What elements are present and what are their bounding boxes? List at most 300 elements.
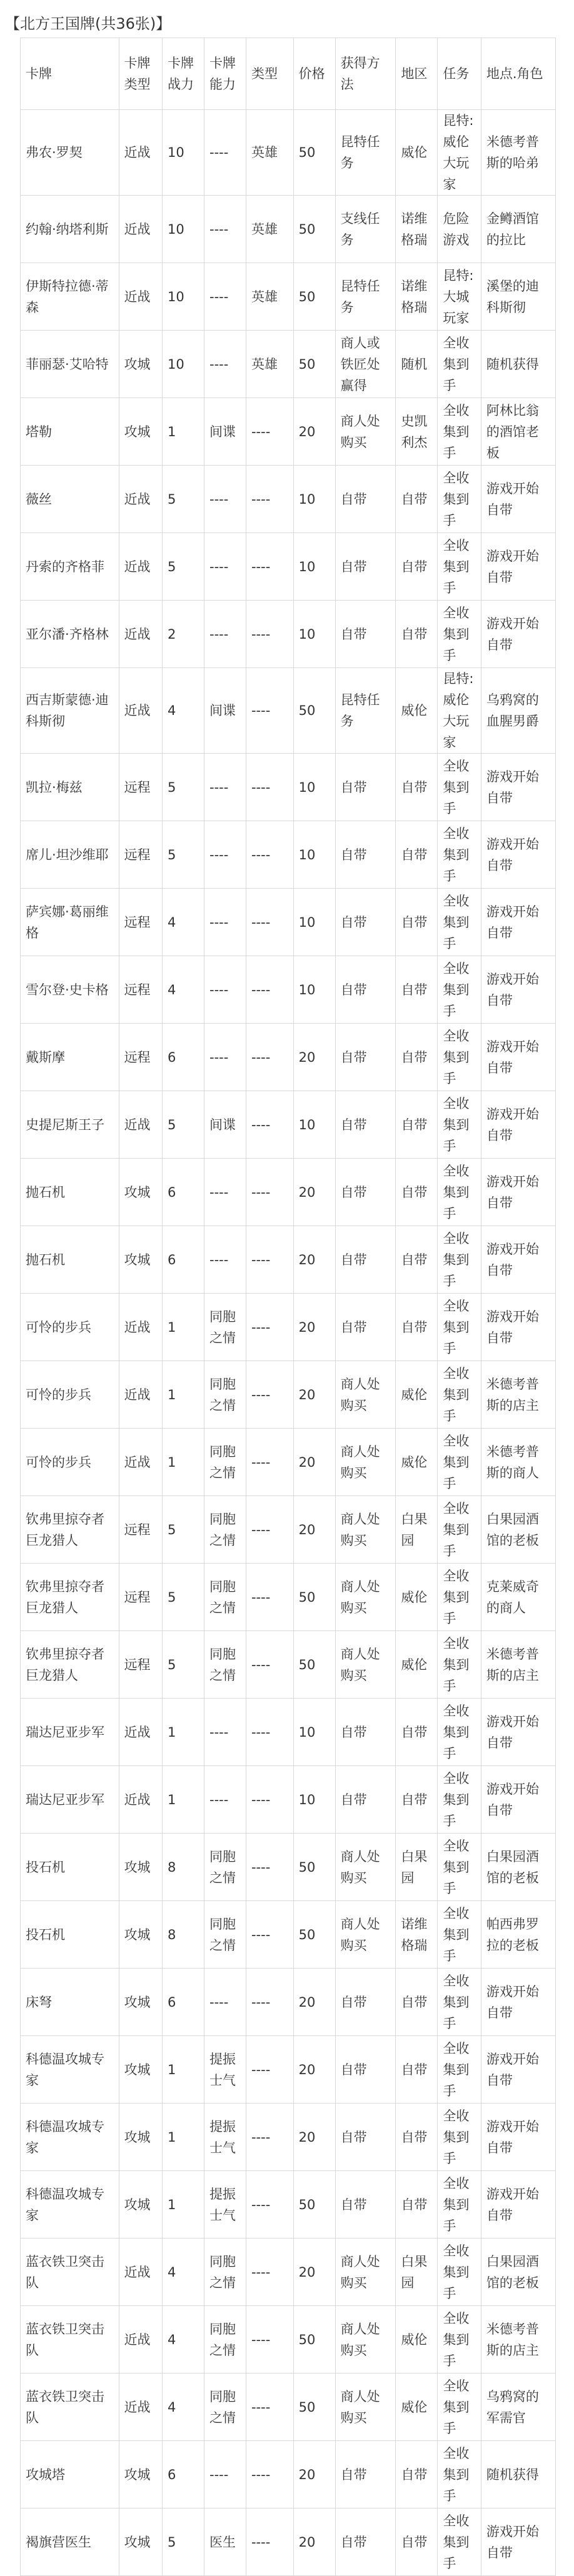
cell-card-ability: ----: [204, 196, 246, 263]
cell-category: ----: [246, 2171, 293, 2239]
cell-location-character: 游戏开始自带: [481, 2509, 555, 2576]
cell-card-power: 6: [163, 1226, 204, 1294]
cell-quest: 全收集到手: [438, 1361, 481, 1429]
cell-acquisition: 商人处购买: [335, 1361, 396, 1429]
cell-card-type: 攻城: [119, 1159, 162, 1226]
cell-price: 20: [293, 1294, 335, 1361]
cell-location-character: 游戏开始自带: [481, 1699, 555, 1766]
cell-category: ----: [246, 2104, 293, 2171]
cell-card-type: 近战: [119, 1294, 162, 1361]
cell-category: ----: [246, 466, 293, 533]
cell-card-ability: 同胞之情: [204, 1564, 246, 1631]
cell-category: ----: [246, 1564, 293, 1631]
cell-region: 威伦: [396, 1631, 438, 1699]
cell-acquisition: 自带: [335, 956, 396, 1024]
cell-price: 50: [293, 196, 335, 263]
cell-location-character: 乌鸦窝的军需官: [481, 2374, 555, 2441]
cell-card-type: 近战: [119, 1699, 162, 1766]
cell-price: 20: [293, 2441, 335, 2509]
cell-card-name: 菲丽瑟·艾哈特: [21, 331, 119, 398]
table-row: [21, 2171, 556, 2239]
cell-acquisition: 商人处购买: [335, 1429, 396, 1496]
cell-card-name: 抛石机: [21, 1159, 119, 1226]
cell-region: 自带: [396, 1159, 438, 1226]
cell-card-ability: 同胞之情: [204, 1429, 246, 1496]
cell-price: 10: [293, 1091, 335, 1159]
cell-card-ability: 同胞之情: [204, 1834, 246, 1901]
cell-card-name: 西吉斯蒙德·迪科斯彻: [21, 668, 119, 754]
cell-card-ability: 同胞之情: [204, 1496, 246, 1564]
cell-category: ----: [246, 2509, 293, 2576]
cell-price: 10: [293, 466, 335, 533]
cell-card-ability: 医生: [204, 2509, 246, 2576]
cell-region: 自带: [396, 1699, 438, 1766]
cell-price: 20: [293, 2104, 335, 2171]
cell-region: 白果园: [396, 1834, 438, 1901]
cell-quest: 昆特:威伦大玩家: [438, 668, 481, 754]
cell-card-ability: ----: [204, 110, 246, 196]
cell-card-name: 雪尔登·史卡格: [21, 956, 119, 1024]
cell-price: 20: [293, 2239, 335, 2306]
cell-card-type: 远程: [119, 1496, 162, 1564]
cell-region: 自带: [396, 533, 438, 601]
cell-card-power: 5: [163, 1496, 204, 1564]
cell-card-ability: 同胞之情: [204, 1361, 246, 1429]
cell-location-character: 白果园酒馆的老板: [481, 2239, 555, 2306]
cell-location-character: 游戏开始自带: [481, 2036, 555, 2104]
cell-card-power: 1: [163, 1429, 204, 1496]
cell-card-power: 4: [163, 2374, 204, 2441]
cell-price: 20: [293, 1024, 335, 1091]
cell-category: 英雄: [246, 263, 293, 331]
cell-quest: 全收集到手: [438, 1564, 481, 1631]
cell-quest: 全收集到手: [438, 2374, 481, 2441]
cell-quest: 全收集到手: [438, 2171, 481, 2239]
cell-price: 50: [293, 2171, 335, 2239]
cell-card-name: 弗农·罗契: [21, 110, 119, 196]
cell-region: 诺维格瑞: [396, 196, 438, 263]
table-row: [21, 1564, 556, 1631]
cell-category: ----: [246, 754, 293, 821]
cell-card-power: 6: [163, 1969, 204, 2036]
table-row: [21, 1496, 556, 1564]
cell-card-name: 攻城塔: [21, 2441, 119, 2509]
cell-quest: 全收集到手: [438, 2441, 481, 2509]
cell-quest: 昆特:威伦大玩家: [438, 110, 481, 196]
cell-card-type: 近战: [119, 1429, 162, 1496]
cell-price: 10: [293, 956, 335, 1024]
table-body: [21, 110, 556, 2576]
table-row: [21, 1361, 556, 1429]
cell-acquisition: 商人处购买: [335, 398, 396, 466]
cell-card-type: 近战: [119, 601, 162, 668]
cell-quest: 全收集到手: [438, 2306, 481, 2374]
cell-card-name: 史提尼斯王子: [21, 1091, 119, 1159]
cell-card-type: 远程: [119, 956, 162, 1024]
cell-quest: 全收集到手: [438, 398, 481, 466]
cell-category: ----: [246, 601, 293, 668]
cell-quest: 全收集到手: [438, 956, 481, 1024]
cell-price: 50: [293, 1631, 335, 1699]
cell-acquisition: 自带: [335, 2036, 396, 2104]
cell-card-power: 1: [163, 2104, 204, 2171]
cell-card-type: 攻城: [119, 2441, 162, 2509]
cell-card-name: 戴斯摩: [21, 1024, 119, 1091]
cell-price: 10: [293, 754, 335, 821]
cell-card-power: 4: [163, 2306, 204, 2374]
cell-card-name: 亚尔潘·齐格林: [21, 601, 119, 668]
table-row: [21, 1429, 556, 1496]
cell-card-ability: 同胞之情: [204, 2239, 246, 2306]
cell-card-ability: ----: [204, 1766, 246, 1834]
cell-acquisition: 自带: [335, 2441, 396, 2509]
cell-region: 白果园: [396, 2239, 438, 2306]
cell-region: 威伦: [396, 2374, 438, 2441]
cell-quest: 全收集到手: [438, 1226, 481, 1294]
cell-region: 威伦: [396, 110, 438, 196]
cell-category: ----: [246, 1766, 293, 1834]
cell-card-name: 投石机: [21, 1834, 119, 1901]
cell-card-power: 4: [163, 668, 204, 754]
cell-card-type: 近战: [119, 2374, 162, 2441]
cell-quest: 全收集到手: [438, 754, 481, 821]
header-location-character: 地点.角色: [481, 38, 555, 110]
cell-category: ----: [246, 1969, 293, 2036]
table-row: [21, 1159, 556, 1226]
cell-card-type: 攻城: [119, 1226, 162, 1294]
table-row: [21, 668, 556, 754]
cell-acquisition: 支线任务: [335, 196, 396, 263]
cell-region: 威伦: [396, 1429, 438, 1496]
cell-card-type: 攻城: [119, 2171, 162, 2239]
cell-category: ----: [246, 1631, 293, 1699]
cell-card-type: 近战: [119, 263, 162, 331]
cell-region: 自带: [396, 1226, 438, 1294]
cell-acquisition: 自带: [335, 2104, 396, 2171]
table-row: [21, 263, 556, 331]
cell-card-power: 10: [163, 263, 204, 331]
table-row: [21, 2036, 556, 2104]
cell-card-type: 近战: [119, 1766, 162, 1834]
cell-card-power: 1: [163, 1294, 204, 1361]
cell-card-ability: ----: [204, 1226, 246, 1294]
cell-region: 自带: [396, 956, 438, 1024]
cell-acquisition: 商人处购买: [335, 2239, 396, 2306]
cell-acquisition: 商人处购买: [335, 1901, 396, 1969]
cell-acquisition: 商人处购买: [335, 1496, 396, 1564]
card-table: [20, 37, 556, 2576]
cell-card-name: 可怜的步兵: [21, 1294, 119, 1361]
cell-acquisition: 自带: [335, 1766, 396, 1834]
cell-quest: 危险游戏: [438, 196, 481, 263]
cell-card-name: 钦弗里掠夺者巨龙猎人: [21, 1631, 119, 1699]
table-header: [21, 38, 556, 110]
cell-card-power: 6: [163, 1024, 204, 1091]
cell-category: ----: [246, 1496, 293, 1564]
cell-category: ----: [246, 1901, 293, 1969]
cell-price: 10: [293, 889, 335, 956]
cell-region: 威伦: [396, 1564, 438, 1631]
cell-acquisition: 自带: [335, 533, 396, 601]
table-row: [21, 956, 556, 1024]
cell-card-power: 5: [163, 1631, 204, 1699]
cell-card-type: 近战: [119, 2306, 162, 2374]
cell-card-type: 攻城: [119, 1969, 162, 2036]
cell-card-name: 钦弗里掠夺者巨龙猎人: [21, 1564, 119, 1631]
cell-price: 10: [293, 601, 335, 668]
table-row: [21, 1834, 556, 1901]
cell-card-type: 攻城: [119, 2104, 162, 2171]
cell-card-name: 蓝衣铁卫突击队: [21, 2239, 119, 2306]
cell-card-type: 攻城: [119, 2036, 162, 2104]
cell-card-ability: ----: [204, 754, 246, 821]
cell-location-character: 游戏开始自带: [481, 1969, 555, 2036]
cell-category: ----: [246, 398, 293, 466]
cell-card-ability: ----: [204, 889, 246, 956]
cell-card-ability: 间谍: [204, 1091, 246, 1159]
cell-acquisition: 商人处购买: [335, 2306, 396, 2374]
cell-card-name: 瑞达尼亚步军: [21, 1699, 119, 1766]
cell-card-ability: ----: [204, 956, 246, 1024]
cell-card-type: 远程: [119, 1024, 162, 1091]
cell-card-ability: ----: [204, 1699, 246, 1766]
cell-price: 50: [293, 263, 335, 331]
cell-region: 自带: [396, 2441, 438, 2509]
cell-quest: 全收集到手: [438, 821, 481, 889]
cell-region: 威伦: [396, 668, 438, 754]
cell-region: 自带: [396, 1969, 438, 2036]
cell-category: ----: [246, 1226, 293, 1294]
cell-card-ability: 同胞之情: [204, 1294, 246, 1361]
cell-category: ----: [246, 1159, 293, 1226]
cell-region: 威伦: [396, 2306, 438, 2374]
cell-price: 20: [293, 1226, 335, 1294]
cell-card-ability: 同胞之情: [204, 1631, 246, 1699]
header-row: [21, 38, 556, 110]
cell-card-power: 5: [163, 1091, 204, 1159]
cell-card-name: 蓝衣铁卫突击队: [21, 2374, 119, 2441]
cell-card-ability: 间谍: [204, 398, 246, 466]
cell-card-name: 瑞达尼亚步军: [21, 1766, 119, 1834]
cell-location-character: 游戏开始自带: [481, 1091, 555, 1159]
cell-card-name: 褐旗营医生: [21, 2509, 119, 2576]
cell-card-name: 伊斯特拉德·蒂森: [21, 263, 119, 331]
cell-card-ability: 提振士气: [204, 2171, 246, 2239]
cell-acquisition: 自带: [335, 1159, 396, 1226]
cell-region: 随机: [396, 331, 438, 398]
cell-region: 自带: [396, 1024, 438, 1091]
cell-card-ability: ----: [204, 331, 246, 398]
cell-region: 自带: [396, 2104, 438, 2171]
table-row: [21, 1091, 556, 1159]
cell-quest: 全收集到手: [438, 466, 481, 533]
cell-card-name: 科德温攻城专家: [21, 2171, 119, 2239]
cell-acquisition: 自带: [335, 1091, 396, 1159]
header-card-type: 卡牌类型: [119, 38, 162, 110]
cell-card-type: 近战: [119, 1091, 162, 1159]
cell-acquisition: 商人处购买: [335, 1564, 396, 1631]
cell-card-power: 5: [163, 466, 204, 533]
cell-card-power: 4: [163, 2239, 204, 2306]
cell-card-ability: ----: [204, 2441, 246, 2509]
cell-card-power: 5: [163, 533, 204, 601]
cell-quest: 全收集到手: [438, 1091, 481, 1159]
cell-category: ----: [246, 1429, 293, 1496]
cell-acquisition: 昆特任务: [335, 263, 396, 331]
cell-card-name: 抛石机: [21, 1226, 119, 1294]
cell-card-ability: ----: [204, 263, 246, 331]
cell-card-power: 6: [163, 1159, 204, 1226]
cell-region: 自带: [396, 1766, 438, 1834]
cell-region: 自带: [396, 466, 438, 533]
cell-card-type: 近战: [119, 466, 162, 533]
cell-location-character: 溪堡的迪科斯彻: [481, 263, 555, 331]
cell-location-character: 米德考普斯的店主: [481, 1631, 555, 1699]
cell-card-name: 床弩: [21, 1969, 119, 2036]
table-row: [21, 2441, 556, 2509]
cell-quest: 全收集到手: [438, 601, 481, 668]
cell-price: 50: [293, 1834, 335, 1901]
cell-category: ----: [246, 2306, 293, 2374]
cell-region: 自带: [396, 754, 438, 821]
table-row: [21, 1024, 556, 1091]
cell-card-name: 科德温攻城专家: [21, 2104, 119, 2171]
cell-category: 英雄: [246, 331, 293, 398]
cell-location-character: 帕西弗罗拉的老板: [481, 1901, 555, 1969]
table-row: [21, 601, 556, 668]
cell-quest: 全收集到手: [438, 1429, 481, 1496]
cell-card-type: 远程: [119, 1564, 162, 1631]
cell-location-character: 游戏开始自带: [481, 601, 555, 668]
cell-price: 50: [293, 1564, 335, 1631]
cell-quest: 全收集到手: [438, 331, 481, 398]
cell-card-type: 近战: [119, 2239, 162, 2306]
cell-category: ----: [246, 956, 293, 1024]
table-row: [21, 1969, 556, 2036]
cell-price: 50: [293, 668, 335, 754]
cell-location-character: 游戏开始自带: [481, 1159, 555, 1226]
cell-card-ability: 同胞之情: [204, 2374, 246, 2441]
cell-region: 自带: [396, 601, 438, 668]
cell-quest: 全收集到手: [438, 2239, 481, 2306]
cell-card-ability: 提振士气: [204, 2104, 246, 2171]
table-row: [21, 2374, 556, 2441]
cell-region: 威伦: [396, 1361, 438, 1429]
table-row: [21, 110, 556, 196]
cell-price: 20: [293, 1361, 335, 1429]
cell-category: ----: [246, 2374, 293, 2441]
cell-acquisition: 自带: [335, 466, 396, 533]
cell-location-character: 游戏开始自带: [481, 533, 555, 601]
cell-location-character: 米德考普斯的店主: [481, 2306, 555, 2374]
cell-region: 自带: [396, 821, 438, 889]
table-row: [21, 754, 556, 821]
cell-price: 20: [293, 398, 335, 466]
cell-price: 50: [293, 1901, 335, 1969]
cell-price: 20: [293, 1429, 335, 1496]
table-row: [21, 2509, 556, 2576]
cell-card-ability: ----: [204, 1969, 246, 2036]
cell-card-power: 8: [163, 1901, 204, 1969]
cell-card-name: 投石机: [21, 1901, 119, 1969]
cell-price: 50: [293, 2306, 335, 2374]
page-title: 【北方王国牌(共36张)】: [5, 15, 171, 32]
cell-region: 诺维格瑞: [396, 1901, 438, 1969]
table-row: [21, 1901, 556, 1969]
cell-card-ability: ----: [204, 466, 246, 533]
cell-location-character: 游戏开始自带: [481, 821, 555, 889]
table-row: [21, 1766, 556, 1834]
cell-price: 10: [293, 1766, 335, 1834]
cell-card-power: 4: [163, 889, 204, 956]
cell-card-name: 丹索的齐格菲: [21, 533, 119, 601]
cell-quest: 全收集到手: [438, 1834, 481, 1901]
cell-category: ----: [246, 1024, 293, 1091]
cell-card-ability: ----: [204, 1024, 246, 1091]
header-category: 类型: [246, 38, 293, 110]
cell-quest: 全收集到手: [438, 1901, 481, 1969]
cell-card-power: 6: [163, 2441, 204, 2509]
cell-location-character: 随机获得: [481, 2441, 555, 2509]
cell-card-power: 10: [163, 331, 204, 398]
cell-acquisition: 自带: [335, 754, 396, 821]
cell-card-type: 远程: [119, 821, 162, 889]
cell-card-power: 5: [163, 821, 204, 889]
cell-card-type: 远程: [119, 1631, 162, 1699]
cell-category: ----: [246, 1294, 293, 1361]
cell-card-power: 5: [163, 1564, 204, 1631]
cell-acquisition: 自带: [335, 889, 396, 956]
cell-card-power: 8: [163, 1834, 204, 1901]
cell-location-character: 游戏开始自带: [481, 2171, 555, 2239]
cell-category: ----: [246, 1834, 293, 1901]
cell-price: 50: [293, 2374, 335, 2441]
cell-location-character: 米德考普斯的店主: [481, 1361, 555, 1429]
cell-card-name: 塔勒: [21, 398, 119, 466]
header-card-power: 卡牌战力: [163, 38, 204, 110]
cell-quest: 全收集到手: [438, 2509, 481, 2576]
table-row: [21, 533, 556, 601]
cell-location-character: 游戏开始自带: [481, 1766, 555, 1834]
cell-card-ability: 同胞之情: [204, 1901, 246, 1969]
cell-quest: 全收集到手: [438, 1766, 481, 1834]
cell-card-name: 可怜的步兵: [21, 1429, 119, 1496]
cell-category: 英雄: [246, 196, 293, 263]
cell-quest: 全收集到手: [438, 1969, 481, 2036]
cell-price: 20: [293, 1159, 335, 1226]
cell-card-type: 攻城: [119, 1901, 162, 1969]
table-row: [21, 1226, 556, 1294]
cell-card-type: 远程: [119, 889, 162, 956]
cell-category: ----: [246, 2239, 293, 2306]
header-acquisition: 获得方法: [335, 38, 396, 110]
cell-location-character: 白果园酒馆的老板: [481, 1834, 555, 1901]
cell-quest: 全收集到手: [438, 1631, 481, 1699]
cell-quest: 全收集到手: [438, 889, 481, 956]
cell-region: 自带: [396, 1294, 438, 1361]
cell-location-character: 游戏开始自带: [481, 956, 555, 1024]
cell-category: 英雄: [246, 110, 293, 196]
cell-category: ----: [246, 533, 293, 601]
cell-card-name: 席儿·坦沙维耶: [21, 821, 119, 889]
cell-category: ----: [246, 1699, 293, 1766]
cell-location-character: 游戏开始自带: [481, 2104, 555, 2171]
cell-region: 自带: [396, 889, 438, 956]
header-card-name: 卡牌: [21, 38, 119, 110]
cell-card-power: 1: [163, 1766, 204, 1834]
cell-card-ability: ----: [204, 1159, 246, 1226]
cell-card-power: 1: [163, 2171, 204, 2239]
